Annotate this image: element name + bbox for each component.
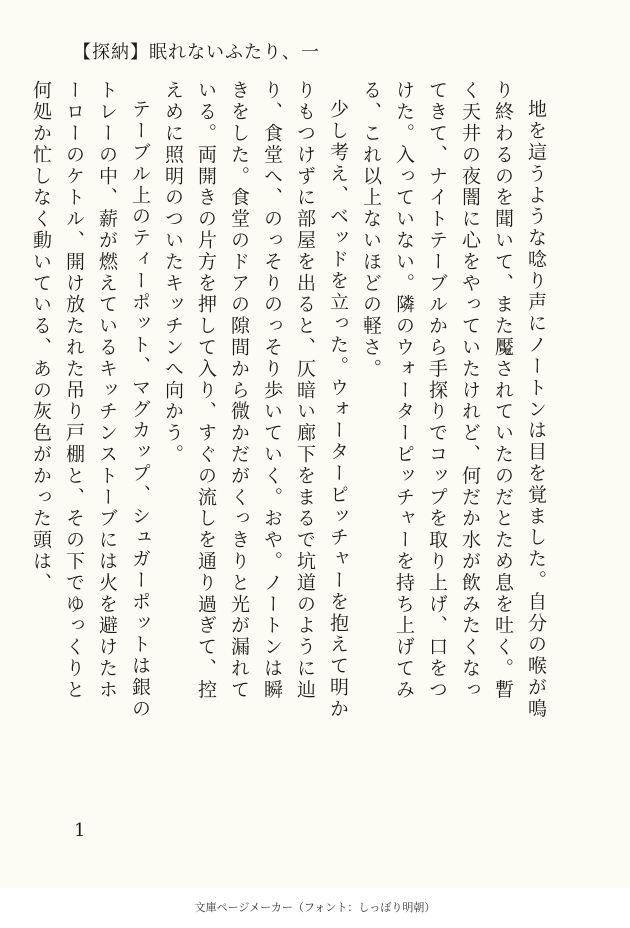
page-number: 1 [74, 820, 86, 841]
chapter-title: 【探納】眠れないふたり、一 [73, 42, 320, 63]
paragraph: 地を這うような唸り声にノートンは目を覚ました。自分の喉が鳴り終わるのを聞いて、また魘されていたのだとため息を吐く。暫く天井の夜闇に心をやっていたけれど、何だか水が飲みたくなってきて、ナイトテーブルから手探りでコップを取り上げ、口をつけた。入っていない。隣のウォーターピッチャーを持ち上げてみる、これ以上ないほどの軽さ。 [360, 80, 547, 720]
footer-credit: 文庫ページメーカー（フォント：しっぽり明朝） [0, 888, 630, 928]
vertical-body-text [30, 80, 552, 720]
paragraph: 少し考え、ベッドを立った。ウォーターピッチャーを抱えて明かりもつけずに部屋を出ると、仄暗い廊下をまるで坑道のように辿り、食堂へ、のっそりのっそり歩いていく。おや。ノートンは瞬きをした。食堂のドアの隙間から微かだがくっきりと光が漏れている。両開きの片方を押して入り、すぐの流しを通り過ぎて、控えめに照明のついたキッチンへ向かう。 [162, 80, 349, 720]
paragraph: テーブル上のティーポット、マグカップ、シュガーポットは銀のトレーの中、薪が燃えているキッチンストーブには火を避けたホーローのケトル、開け放たれた吊り戸棚と、その下でゆっくりと何処か忙しなく動いている、あの灰色がかった頭は、 [30, 80, 151, 720]
